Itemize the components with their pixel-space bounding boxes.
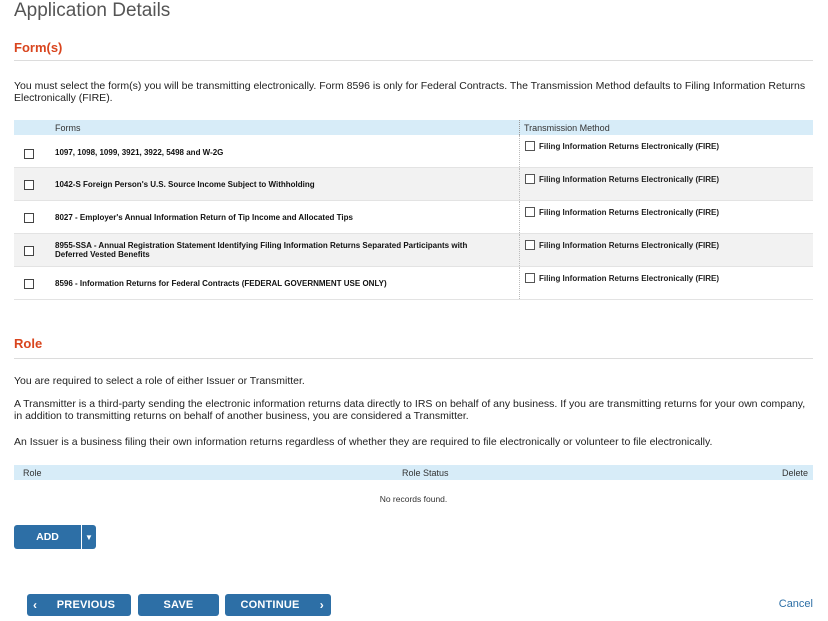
delete-column-header: Delete	[781, 468, 808, 478]
transmission-checkbox[interactable]	[525, 174, 535, 184]
save-button[interactable]: SAVE	[138, 594, 219, 616]
form-name: 8027 - Employer's Annual Information Return of Tip Income and Allocated Tips	[55, 213, 353, 222]
forms-table-header	[14, 120, 813, 135]
form-name: 8955-SSA - Annual Registration Statement Identifying Filing Information Returns Separated Participants with Deferred Vested Benefits	[55, 241, 468, 259]
form-checkbox[interactable]	[24, 279, 34, 289]
add-role-dropdown	[14, 525, 96, 549]
form-name: 1042-S Foreign Person's U.S. Source Income Subject to Withholding	[55, 180, 315, 189]
form-name: 1097, 1098, 1099, 3921, 3922, 5498 and W-2G	[55, 148, 224, 157]
chevron-left-icon: ‹	[33, 598, 38, 612]
transmission-method-label: Filing Information Returns Electronically (FIRE)	[539, 241, 720, 250]
transmission-checkbox[interactable]	[525, 240, 535, 250]
transmission-method-label: Filing Information Returns Electronically (FIRE)	[539, 208, 720, 217]
forms-description: You must select the form(s) you will be transmitting electronically. Form 8596 is only for Federal Contracts. The Transmission Method defaults to Filing Information Returns Electronically (FIRE).	[14, 80, 806, 104]
caret-down-icon[interactable]: ▼	[82, 525, 96, 549]
table-row	[14, 234, 813, 267]
forms-column-header: Forms	[55, 123, 81, 133]
add-button[interactable]: ADD	[14, 525, 81, 549]
form-name: 8596 - Information Returns for Federal Contracts (FEDERAL GOVERNMENT USE ONLY)	[55, 279, 387, 288]
role-table-header	[14, 465, 813, 480]
role-instruction: You are required to select a role of either Issuer or Transmitter.	[14, 375, 305, 387]
table-row	[14, 201, 813, 234]
previous-label: PREVIOUS	[56, 599, 116, 611]
transmitter-description: A Transmitter is a third-party sending the electronic information returns data directly to IRS on behalf of any business. If you are transmitting returns for your own company, in addition to transmitting returns on behalf of another business, you are considered a Transmitter.	[14, 398, 806, 422]
forms-divider	[14, 60, 813, 61]
transmission-method-label: Filing Information Returns Electronically (FIRE)	[539, 274, 720, 283]
form-checkbox[interactable]	[24, 246, 34, 256]
forms-section-title: Form(s)	[14, 40, 63, 55]
transmission-checkbox[interactable]	[525, 273, 535, 283]
role-column-header: Role	[23, 468, 42, 478]
issuer-description: An Issuer is a business filing their own information returns regardless of whether they are required to file electronically or volunteer to file electronically.	[14, 436, 713, 448]
transmission-method-label: Filing Information Returns Electronically (FIRE)	[539, 175, 720, 184]
table-row	[14, 168, 813, 201]
forms-table	[14, 120, 813, 300]
transmission-checkbox[interactable]	[525, 141, 535, 151]
chevron-right-icon: ›	[319, 598, 324, 612]
role-status-column-header: Role Status	[402, 468, 449, 478]
continue-button[interactable]	[225, 594, 331, 616]
role-section-title: Role	[14, 336, 43, 351]
cancel-link[interactable]: Cancel	[778, 598, 813, 610]
transmission-method-column-header: Transmission Method	[524, 123, 610, 133]
transmission-checkbox[interactable]	[525, 207, 535, 217]
table-row	[14, 135, 813, 168]
previous-button[interactable]	[27, 594, 131, 616]
no-records-message: No records found.	[379, 494, 448, 504]
form-checkbox[interactable]	[24, 213, 34, 223]
continue-label: CONTINUE	[240, 599, 300, 611]
page-title: Application Details	[14, 0, 171, 21]
role-divider	[14, 358, 813, 359]
form-checkbox[interactable]	[24, 149, 34, 159]
transmission-method-label: Filing Information Returns Electronically (FIRE)	[539, 142, 720, 151]
form-checkbox[interactable]	[24, 180, 34, 190]
table-row	[14, 267, 813, 300]
